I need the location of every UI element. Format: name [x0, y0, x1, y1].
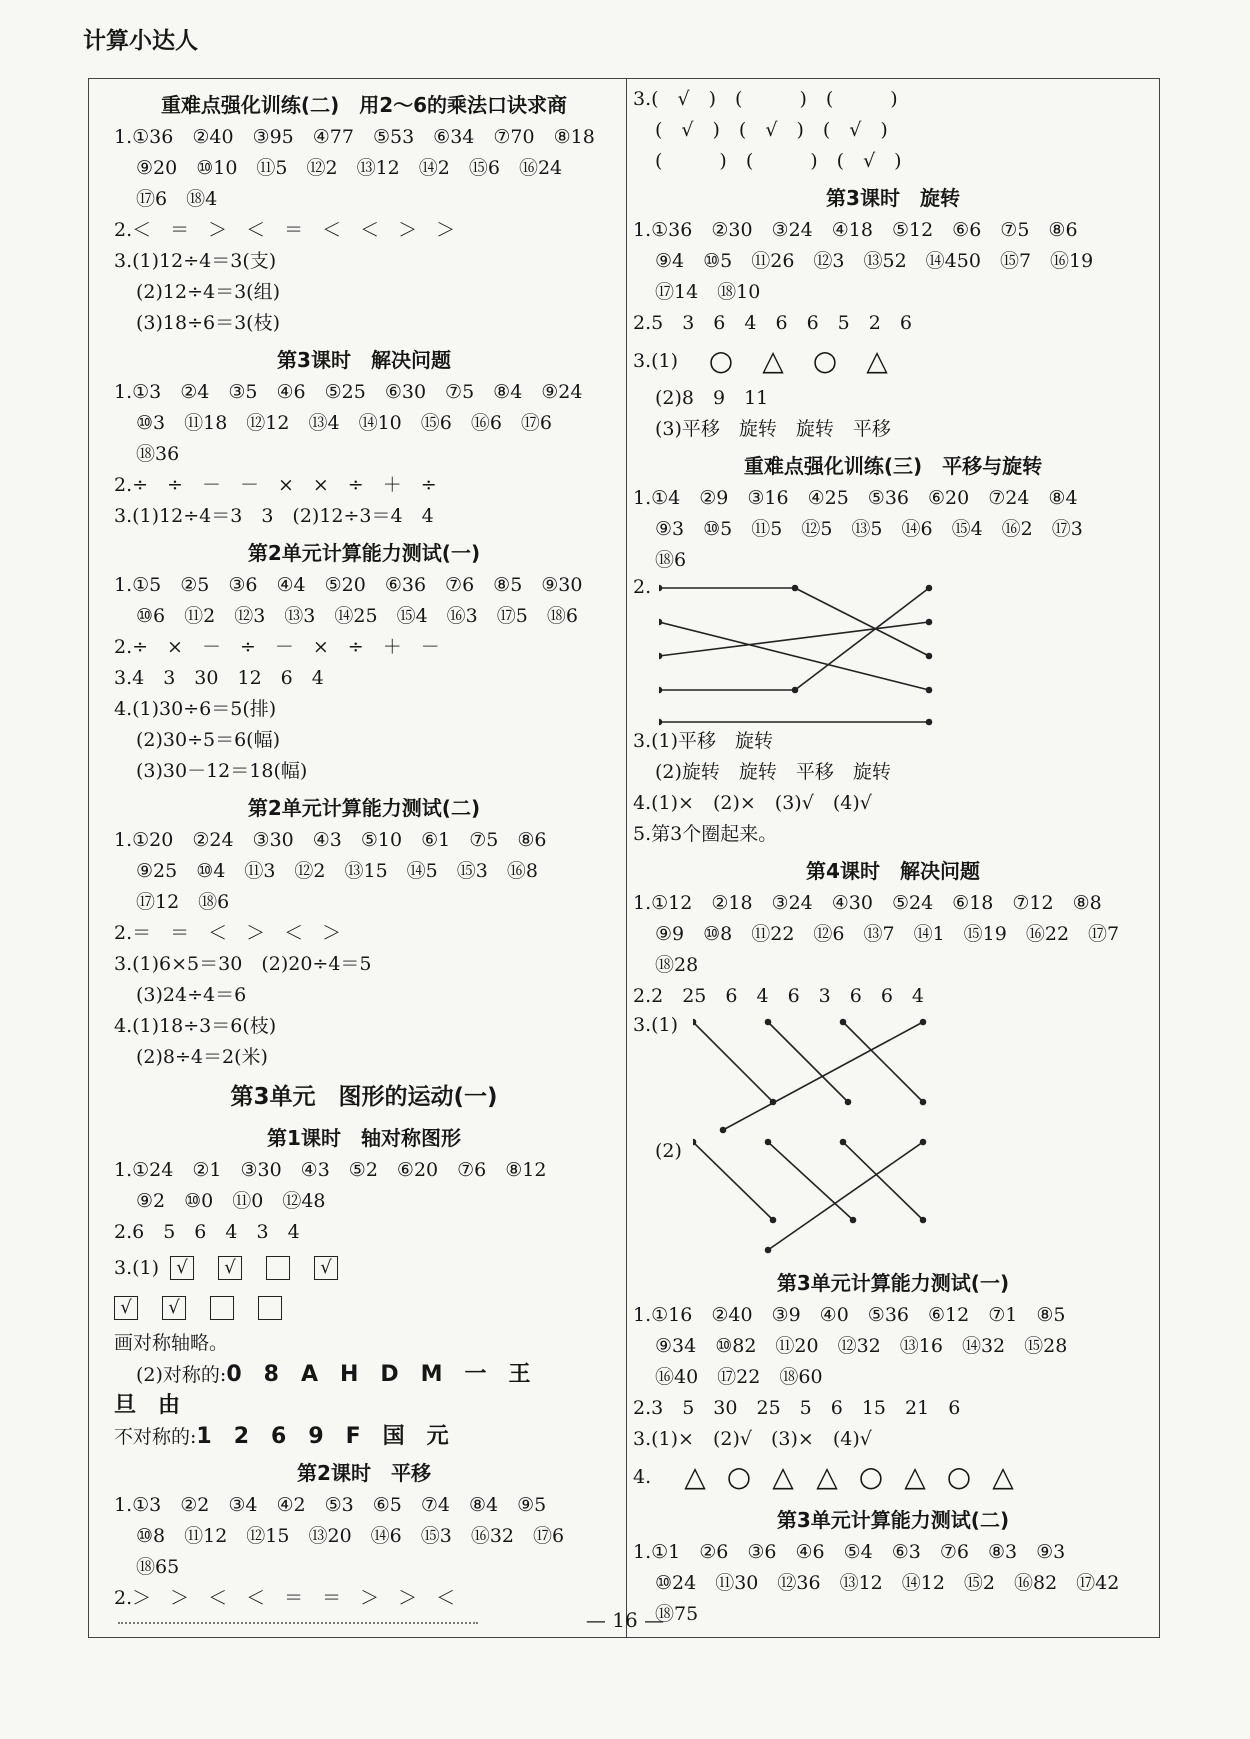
answer-line: ⑨3 ⑩5 ⑪5 ⑫5 ⑬5 ⑭6 ⑮4 ⑯2 ⑰3 [655, 518, 1083, 540]
answer-line: ⑱28 [655, 954, 699, 976]
circle-shape: ○ [946, 1460, 972, 1493]
triangle-shape: △ [992, 1460, 1014, 1493]
question-label: 2. [633, 576, 652, 598]
question-label: 3.(1) [114, 1257, 160, 1279]
symmetric-line [114, 1359, 614, 1390]
right-column [633, 84, 1153, 1630]
answer-line: 2.÷ ÷ － － × × ÷ ＋ ÷ [114, 474, 437, 496]
answer-line: (3)18÷6＝3(枝) [136, 312, 281, 334]
answer-line: 1.①3 ②2 ③4 ④2 ⑤3 ⑥5 ⑦4 ⑧4 ⑨5 [114, 1494, 547, 1516]
symmetric-chars: 0 8 A H D M 一 王 [226, 1362, 531, 1387]
answer-line: ⑰12 ⑱6 [136, 891, 230, 913]
column-divider [626, 78, 627, 1638]
answer-line: 2.＝ ＝ ＜ ＞ ＜ ＞ [114, 922, 342, 944]
answer-line: 3.(1)平移 旋转 [633, 730, 774, 752]
section-title: 重难点强化训练(三) 平移与旋转 [743, 454, 1043, 478]
asymmetric-label: 不对称的: [114, 1426, 197, 1448]
answer-line: 1.①16 ②40 ③9 ④0 ⑤36 ⑥12 ⑦1 ⑧5 [633, 1304, 1066, 1326]
triangle-shape: △ [772, 1460, 794, 1493]
triangle-shape: △ [816, 1460, 838, 1493]
answer-box: √ [162, 1296, 186, 1320]
answer-line: (3)24÷4＝6 [136, 984, 247, 1006]
section-title: 第2单元计算能力测试(一) [247, 541, 481, 565]
checkbox-row [114, 1288, 614, 1328]
circle-shape: ○ [858, 1460, 884, 1493]
answer-box: √ [314, 1256, 338, 1280]
section-title: 重难点强化训练(二) 用2～6的乘法口诀求商 [160, 93, 568, 117]
answer-box [258, 1296, 282, 1320]
answer-line: 4.(1)30÷6＝5(排) [114, 698, 277, 720]
answer-box: √ [170, 1256, 194, 1280]
answer-line: 1.①4 ②9 ③16 ④25 ⑤36 ⑥20 ⑦24 ⑧4 [633, 487, 1078, 509]
answer-box [266, 1256, 290, 1280]
answer-line: 1.①1 ②6 ③6 ④6 ⑤4 ⑥3 ⑦6 ⑧3 ⑨3 [633, 1541, 1066, 1563]
answer-line: 2.6 5 6 4 3 4 [114, 1221, 300, 1243]
question-label: 3.(1) [633, 1014, 679, 1036]
answer-line: ⑩6 ⑪2 ⑫3 ⑬3 ⑭25 ⑮4 ⑯3 ⑰5 ⑱6 [136, 605, 578, 627]
book-title: 计算小达人 [83, 28, 198, 54]
answer-line: 2.＜ ＝ ＞ ＜ ＝ ＜ ＜ ＞ ＞ [114, 219, 456, 241]
section-title: 第3单元计算能力测试(二) [776, 1508, 1010, 1532]
answer-line: 3.4 3 30 12 6 4 [114, 667, 324, 689]
answer-box: √ [114, 1296, 138, 1320]
answer-box [210, 1296, 234, 1320]
page-number: — 16 — [585, 1608, 665, 1632]
answer-line: ⑨25 ⑩4 ⑪3 ⑫2 ⑬15 ⑭5 ⑮3 ⑯8 [136, 860, 538, 882]
circle-shape: ○ [812, 344, 838, 377]
answer-line: ⑩8 ⑪12 ⑫15 ⑬20 ⑭6 ⑮3 ⑯32 ⑰6 [136, 1525, 565, 1547]
answer-line: 1.①24 ②1 ③30 ④3 ⑤2 ⑥20 ⑦6 ⑧12 [114, 1159, 547, 1181]
answer-line: ( ) ( ) ( √ ) [655, 150, 902, 172]
answer-line: 1.①3 ②4 ③5 ④6 ⑤25 ⑥30 ⑦5 ⑧4 ⑨24 [114, 381, 583, 403]
checkbox-row [114, 1248, 614, 1288]
symmetric-label: (2)对称的: [136, 1364, 227, 1386]
triangle-shape: △ [762, 344, 784, 377]
section-title: 第3课时 旋转 [826, 186, 960, 210]
answer-line: (2)12÷4＝3(组) [136, 281, 281, 303]
matching-lines-svg [659, 576, 959, 726]
answer-line: ⑨9 ⑩8 ⑪22 ⑫6 ⑬7 ⑭1 ⑮19 ⑯22 ⑰7 [655, 923, 1120, 945]
section-title: 第3单元计算能力测试(一) [776, 1271, 1010, 1295]
answer-line: 画对称轴略。 [114, 1332, 229, 1354]
section-title: 第2单元计算能力测试(二) [247, 796, 481, 820]
answer-line: (2)8÷4＝2(米) [136, 1046, 268, 1068]
question-label: 3.(1) [633, 350, 679, 372]
answer-line: ⑨34 ⑩82 ⑪20 ⑫32 ⑬16 ⑭32 ⑮28 [655, 1335, 1068, 1357]
shape-row [633, 1455, 1153, 1499]
circle-shape: ○ [708, 344, 734, 377]
answer-line: 1.①36 ②30 ③24 ④18 ⑤12 ⑥6 ⑦5 ⑧6 [633, 219, 1078, 241]
symmetric-chars-2: 旦 由 [114, 1393, 181, 1418]
answer-line: 3.(1)12÷4＝3(支) [114, 250, 277, 272]
answer-line: ⑨2 ⑩0 ⑪0 ⑫48 [136, 1190, 326, 1212]
circle-shape: ○ [726, 1460, 752, 1493]
answer-line: 2.÷ × － ÷ － × ÷ ＋ － [114, 636, 440, 658]
question-label: (2) [655, 1140, 682, 1162]
answer-line: 4.(1)× (2)× (3)√ (4)√ [633, 792, 872, 814]
answer-line: ⑱36 [136, 443, 180, 465]
answer-line: ⑨4 ⑩5 ⑪26 ⑫3 ⑬52 ⑭450 ⑮7 ⑯19 [655, 250, 1094, 272]
question-label: 4. [633, 1466, 652, 1488]
answer-line: (3)30－12＝18(幅) [136, 760, 308, 782]
line-connection-figure [633, 1012, 1153, 1262]
asymmetric-line [114, 1421, 614, 1452]
answer-line: ( √ ) ( √ ) ( √ ) [655, 119, 888, 141]
line-connection-svg [693, 1012, 993, 1262]
answer-line: (2)旋转 旋转 平移 旋转 [655, 761, 891, 783]
answer-line: 4.(1)18÷3＝6(枝) [114, 1015, 277, 1037]
answer-line: 2.＞ ＞ ＜ ＜ ＝ ＝ ＞ ＞ ＜ [114, 1587, 456, 1609]
answer-line: 1.①36 ②40 ③95 ④77 ⑤53 ⑥34 ⑦70 ⑧18 [114, 126, 595, 148]
answer-line: 1.①20 ②24 ③30 ④3 ⑤10 ⑥1 ⑦5 ⑧6 [114, 829, 547, 851]
answer-line: 5.第3个圈起来。 [633, 823, 778, 845]
answer-line: ⑱75 [655, 1603, 699, 1625]
answer-line: 2.3 5 30 25 5 6 15 21 6 [633, 1397, 961, 1419]
answer-line: ⑰6 ⑱4 [136, 188, 218, 210]
section-title: 第1课时 轴对称图形 [267, 1126, 461, 1150]
answer-box: √ [218, 1256, 242, 1280]
answer-line: (2)8 9 11 [655, 387, 769, 409]
section-title: 第3课时 解决问题 [277, 348, 451, 372]
answer-line: 2.5 3 6 4 6 6 5 2 6 [633, 312, 912, 334]
answer-line: ⑨20 ⑩10 ⑪5 ⑫2 ⑬12 ⑭2 ⑮6 ⑯24 [136, 157, 563, 179]
answer-line: ⑯40 ⑰22 ⑱60 [655, 1366, 823, 1388]
answer-line: ⑱65 [136, 1556, 180, 1578]
answer-line: ⑰14 ⑱10 [655, 281, 761, 303]
answer-line: 3.(1)× (2)√ (3)× (4)√ [633, 1428, 872, 1450]
unit-title: 第3单元 图形的运动(一) [230, 1084, 498, 1110]
left-column [114, 84, 614, 1614]
triangle-shape: △ [904, 1460, 926, 1493]
triangle-shape: △ [684, 1460, 706, 1493]
section-title: 第4课时 解决问题 [806, 859, 980, 883]
answer-line: 3.(1)12÷4＝3 3 (2)12÷3＝4 4 [114, 505, 434, 527]
answer-line: 3.( √ ) ( ) ( ) [633, 88, 898, 110]
answer-line: (2)30÷5＝6(幅) [136, 729, 281, 751]
matching-lines-figure [633, 576, 1153, 726]
shape-row [633, 339, 1153, 383]
answer-line: 1.①12 ②18 ③24 ④30 ⑤24 ⑥18 ⑦12 ⑧8 [633, 892, 1102, 914]
asymmetric-chars: 1 2 6 9 F 国 元 [196, 1424, 449, 1449]
answer-line: ⑱6 [655, 549, 687, 571]
section-title: 第2课时 平移 [297, 1461, 431, 1485]
answer-line: (3)平移 旋转 旋转 平移 [655, 418, 891, 440]
triangle-shape: △ [866, 344, 888, 377]
answer-line: 3.(1)6×5＝30 (2)20÷4＝5 [114, 953, 372, 975]
answer-line: ⑩24 ⑪30 ⑫36 ⑬12 ⑭12 ⑮2 ⑯82 ⑰42 [655, 1572, 1120, 1594]
answer-line: 1.①5 ②5 ③6 ④4 ⑤20 ⑥36 ⑦6 ⑧5 ⑨30 [114, 574, 583, 596]
answer-line: ⑩3 ⑪18 ⑫12 ⑬4 ⑭10 ⑮6 ⑯6 ⑰6 [136, 412, 553, 434]
answer-line: 2.2 25 6 4 6 3 6 6 4 [633, 985, 925, 1007]
